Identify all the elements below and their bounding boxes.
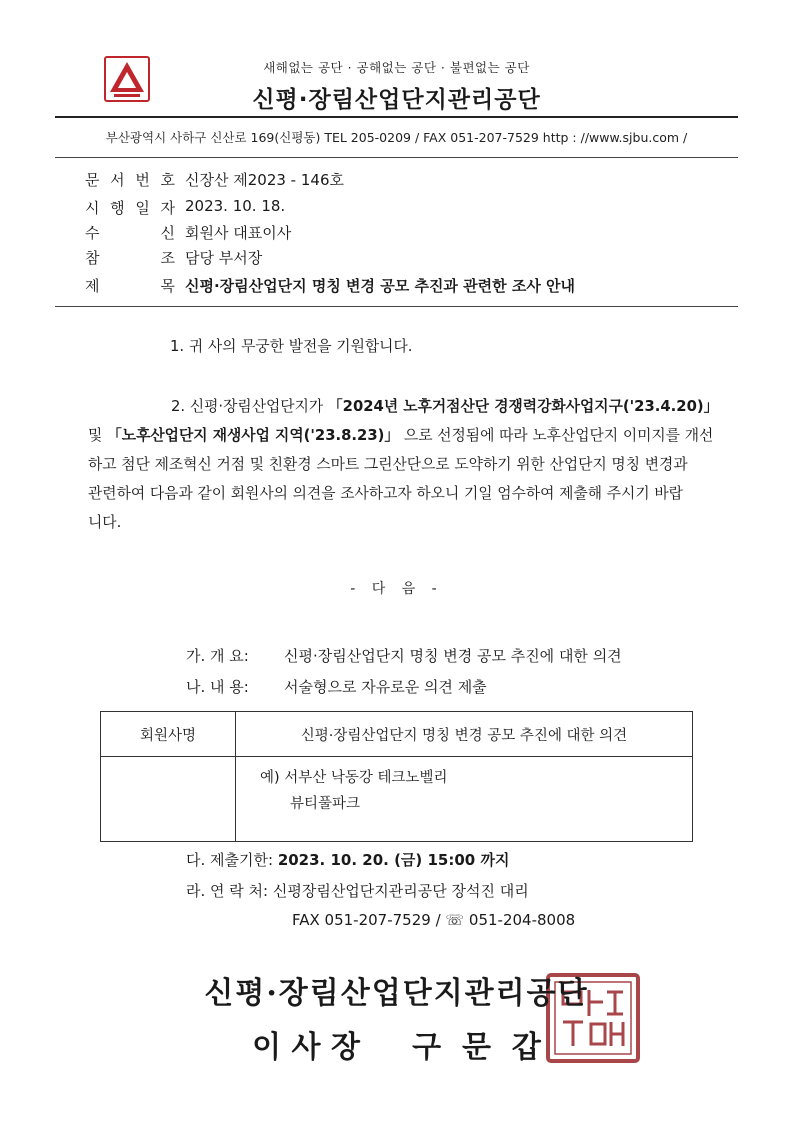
p2-text-f: 하고 첨단 제조혁신 거점 및 친환경 스마트 그린산단으로 도약하기 위한 산업단지 명칭 변경과 <box>88 456 688 473</box>
meta-label-char: 문 <box>85 171 100 189</box>
p2-text-e: 으로 선정됨에 따라 노후산업단지 이미지를 개선 <box>399 427 714 444</box>
deadline-label: 다. 제출기한: <box>186 851 278 869</box>
contact-value: 신평장림산업단지관리공단 장석진 대리 <box>272 882 529 900</box>
paragraph-2 <box>88 392 738 537</box>
meta-row <box>85 247 262 268</box>
meta-value: 회원사 대표이사 <box>185 224 292 242</box>
fax-phone-line: FAX 051-207-7529 / ☏ 051-204-8008 <box>292 911 576 929</box>
p2-text-c: 및 <box>88 427 107 444</box>
header-rule-top <box>55 116 738 118</box>
meta-rule <box>55 306 738 307</box>
table-header-member: 회원사명 <box>101 712 236 757</box>
meta-label-char: 자 <box>160 199 175 217</box>
table-cell-member[interactable] <box>101 757 236 842</box>
table-cell-opinion[interactable] <box>236 757 693 842</box>
meta-label-char: 일 <box>135 199 150 217</box>
table-row <box>101 757 693 842</box>
org-address: 부산광역시 사하구 신산로 169(신평동) TEL 205-0209 / FAX 051-207-7529 http : //www.sjbu.com / <box>105 130 688 145</box>
meta-value: 2023. 10. 18. <box>185 197 286 215</box>
signature-org: 신평·장림산업단지관리공단 <box>204 976 589 1011</box>
meta-value: 신평·장림산업단지 명칭 변경 공모 추진과 관련한 조사 안내 <box>185 277 576 295</box>
p2-text-d: 「노후산업단지 재생사업 지역('23.8.23)」 <box>107 427 400 444</box>
item-label: 나. 내 용: <box>186 678 249 696</box>
item-overview <box>186 645 622 666</box>
example-text-2: 뷰티풀파크 <box>290 796 361 812</box>
meta-label-char: 시 <box>85 199 100 217</box>
header-rule-bottom <box>55 157 738 158</box>
opinion-table <box>100 711 693 842</box>
paragraph-1: 1. 귀 사의 무궁한 발전을 기원합니다. <box>170 338 413 355</box>
contact-line <box>186 880 529 901</box>
deadline-line <box>186 849 509 870</box>
meta-label-char: 서 <box>110 171 125 189</box>
p2-text-a: 2. 신평·장림산업단지가 <box>171 398 328 415</box>
meta-value: 담당 부서장 <box>185 249 263 267</box>
meta-label-char: 목 <box>160 277 175 295</box>
org-name-header: 신평·장림산업단지관리공단 <box>252 87 541 113</box>
meta-label-char: 행 <box>110 199 125 217</box>
meta-label-char: 번 <box>135 171 150 189</box>
meta-row <box>85 275 575 296</box>
slogan: 새해없는 공단 · 공해없는 공단 · 불편없는 공단 <box>263 60 530 75</box>
meta-label <box>85 275 175 296</box>
table-header-row <box>101 712 693 757</box>
example-text-1: 예) 서부산 낙동강 테크노벨리 <box>260 770 448 786</box>
item-value: 신평·장림산업단지 명칭 변경 공모 추진에 대한 의견 <box>284 647 622 665</box>
meta-value: 신장산 제2023 - 146호 <box>185 171 344 189</box>
p2-text-g: 관련하여 다음과 같이 회원사의 의견을 조사하고자 하오니 기일 엄수하여 제출해 주시기 바랍 <box>88 485 683 502</box>
item-label: 가. 개 요: <box>186 647 249 665</box>
p2-text-h: 니다. <box>88 514 122 531</box>
meta-label-char: 조 <box>160 249 175 267</box>
contact-label: 라. 연 락 처: <box>186 882 273 900</box>
meta-label <box>85 247 175 268</box>
meta-label-char: 참 <box>85 249 100 267</box>
item-value: 서술형으로 자유로운 의견 제출 <box>284 678 487 696</box>
meta-label-char: 호 <box>160 171 175 189</box>
meta-label <box>85 197 175 218</box>
meta-label-char: 신 <box>160 224 175 242</box>
meta-row <box>85 169 344 190</box>
meta-label-char: 수 <box>85 224 100 242</box>
deadline-value: 2023. 10. 20. (금) 15:00 까지 <box>277 851 510 869</box>
meta-label <box>85 169 175 190</box>
signature-name: 이 사 장 구 문 갑 <box>252 1030 541 1065</box>
meta-label <box>85 222 175 243</box>
meta-label-char: 제 <box>85 277 100 295</box>
table-header-opinion: 신평·장림산업단지 명칭 변경 공모 추진에 대한 의견 <box>236 712 693 757</box>
dagum-heading: - 다 음 - <box>350 581 443 597</box>
meta-row <box>85 222 291 243</box>
meta-row <box>85 197 285 218</box>
item-content <box>186 676 487 697</box>
p2-text-b: 「2024년 노후거점산단 경쟁력강화사업지구('23.4.20)」 <box>327 398 719 415</box>
